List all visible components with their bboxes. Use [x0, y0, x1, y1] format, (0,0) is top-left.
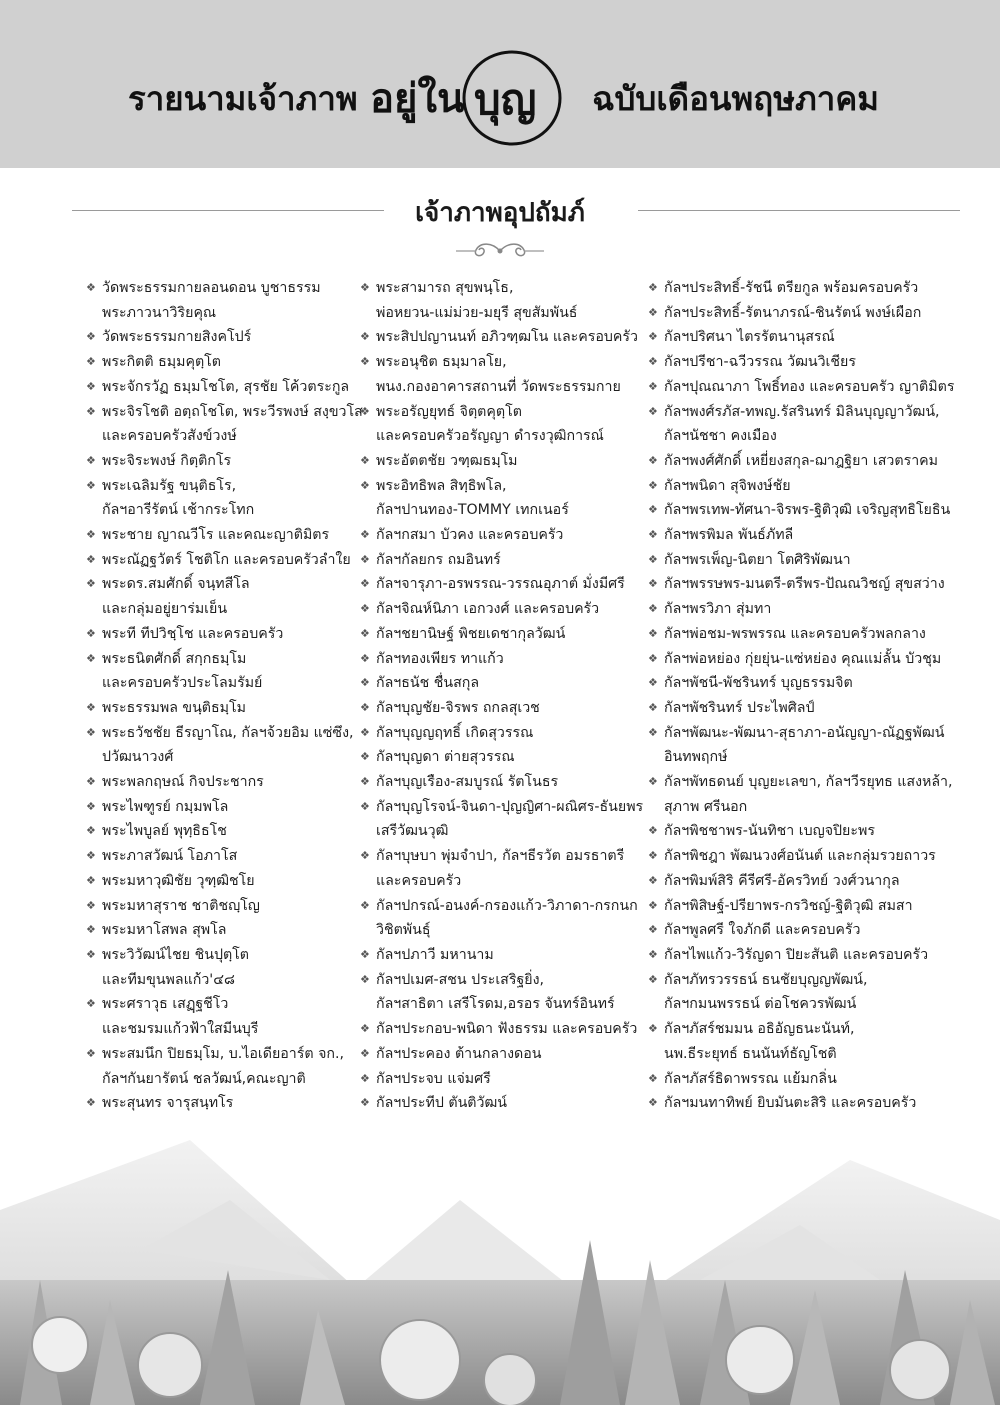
- bullet-diamond-icon: ❖: [86, 552, 96, 566]
- sponsor-name-line: เสรีวัฒนวุฒิ: [376, 823, 449, 840]
- bullet-diamond-icon: ❖: [648, 404, 658, 418]
- sponsor-name-line: กัลฯบุญดา ต่ายสุวรรณ: [376, 749, 515, 766]
- bullet-diamond-icon: ❖: [86, 379, 96, 393]
- bullet-diamond-icon: ❖: [648, 947, 658, 961]
- sponsor-entry: [360, 795, 643, 844]
- bullet-diamond-icon: ❖: [86, 281, 96, 294]
- sponsor-entry: [360, 745, 643, 770]
- bullet-diamond-icon: ❖: [648, 923, 658, 937]
- sponsor-entry: [648, 449, 954, 474]
- bullet-diamond-icon: ❖: [86, 577, 96, 591]
- bullet-diamond-icon: ❖: [86, 1046, 96, 1060]
- sponsor-entry: [86, 449, 363, 474]
- sponsor-name-line: กัลฯพรวิภา สุ่มทา: [664, 601, 772, 618]
- sponsor-entry: [86, 1042, 363, 1091]
- sponsor-entry: [648, 968, 954, 1017]
- sponsor-name-line: กัลฯพัชรินทร์ ประไพศิลป์: [664, 699, 815, 716]
- sponsor-entry: [86, 869, 363, 894]
- sponsor-name-line: กัลฯทองเพียร ทาแก้ว: [376, 650, 504, 667]
- sponsor-name-line: กัลฯพงศ์รภัส-ทพญ.รัสรินทร์ มิลินบุญญาวัฒน์,: [664, 403, 940, 420]
- sponsor-entry: [86, 474, 363, 523]
- sponsor-name-line: พระดร.สมศักดิ์ จนฺทสีโล: [102, 576, 250, 593]
- sponsor-entry: [648, 622, 954, 647]
- bullet-diamond-icon: ❖: [648, 626, 658, 640]
- bullet-diamond-icon: ❖: [86, 1096, 96, 1110]
- sponsor-name-line: กัลฯกสมา บัวคง และครอบครัว: [376, 527, 564, 544]
- sponsor-entry: [360, 1091, 643, 1116]
- sponsor-name-line: กัลฯพัชนี-พัชรินทร์ บุญธรรมจิต: [664, 675, 853, 692]
- bullet-diamond-icon: ❖: [360, 725, 370, 739]
- sponsor-name-line: กัลฯนัชชา คงเมือง: [664, 428, 777, 445]
- sponsor-entry: [86, 721, 363, 770]
- sponsor-name-line: พระจักรวัฏ ธมฺมโชโต, สุรชัย โค้วตระกูล: [102, 378, 350, 395]
- sponsor-entry: [86, 548, 363, 573]
- sponsor-entry: [648, 647, 954, 672]
- sponsor-entry: [648, 375, 954, 400]
- sponsor-name-line: พระชาย ญาณวีโร และคณะญาติมิตร: [102, 527, 330, 544]
- sponsor-entry: [360, 276, 643, 325]
- sponsor-entry: [648, 869, 954, 894]
- bullet-diamond-icon: ❖: [360, 281, 370, 294]
- sponsor-entry: [86, 992, 363, 1041]
- bullet-diamond-icon: ❖: [86, 824, 96, 838]
- sponsor-name-line: พระไพบูลย์ พุทฺธิธโช: [102, 823, 227, 840]
- sponsor-name-line: พระสามารถ สุขพนฺโธ,: [376, 280, 514, 296]
- bullet-diamond-icon: ❖: [360, 1022, 370, 1036]
- bullet-diamond-icon: ❖: [360, 775, 370, 789]
- bullet-diamond-icon: ❖: [360, 552, 370, 566]
- sponsor-name-line: กัลฯปรีชา-ฉวีวรรณ วัฒนวิเชียร: [664, 354, 856, 371]
- bullet-diamond-icon: ❖: [360, 947, 370, 961]
- sponsor-entry: [648, 671, 954, 696]
- sponsor-name-line: กัลฯจิณห์นิภา เอกวงศ์ และครอบครัว: [376, 601, 600, 618]
- sponsor-entry: [648, 844, 954, 869]
- sponsor-entry: [648, 1067, 954, 1092]
- bullet-diamond-icon: ❖: [86, 453, 96, 467]
- sponsor-name-line: กัลฯประทีป ตันติวัฒน์: [376, 1095, 507, 1112]
- bullet-diamond-icon: ❖: [360, 404, 370, 418]
- bullet-diamond-icon: ❖: [648, 379, 658, 393]
- sponsor-name-line: พระที ทีปวิชฺโช และครอบครัว: [102, 625, 284, 642]
- bullet-diamond-icon: ❖: [648, 453, 658, 467]
- sponsor-name-line: กัลฯประกอบ-พนิดา ฟังธรรม และครอบครัว: [376, 1021, 638, 1038]
- sponsor-entry: [648, 918, 954, 943]
- bullet-diamond-icon: ❖: [86, 355, 96, 369]
- bullet-diamond-icon: ❖: [86, 725, 96, 739]
- bullet-diamond-icon: ❖: [360, 577, 370, 591]
- bullet-diamond-icon: ❖: [648, 528, 658, 542]
- sponsor-name-line: พระธรรมพล ขนฺติธมฺโม: [102, 699, 246, 716]
- bullet-diamond-icon: ❖: [86, 898, 96, 912]
- bullet-diamond-icon: ❖: [360, 1096, 370, 1110]
- sponsor-name-line: กัลฯพงศ์ศักดิ์ เหยี่ยงสกุล-ฌาฎฐิยา เสวตราคม: [664, 452, 939, 469]
- sponsor-entry: [86, 350, 363, 375]
- ornament-flourish: [454, 238, 546, 264]
- bullet-diamond-icon: ❖: [86, 626, 96, 640]
- sponsor-entry: [360, 1017, 643, 1042]
- logo-text-part2: บุญ: [474, 75, 537, 124]
- sponsor-name-line: พระไพฑูรย์ กมฺมพโล: [102, 798, 229, 815]
- bullet-diamond-icon: ❖: [360, 1046, 370, 1060]
- sponsor-name-line: กัลฯกันยารัตน์ ชลวัฒน์,คณะญาติ: [102, 1070, 306, 1087]
- sponsor-entry: [360, 474, 643, 523]
- sponsor-entry: [360, 671, 643, 696]
- bullet-diamond-icon: ❖: [648, 305, 658, 319]
- sponsor-entry: [86, 375, 363, 400]
- sponsor-name-line: กัลฯปกรณ์-อนงค์-กรองแก้ว-วิภาดา-กรกนก: [376, 897, 638, 914]
- sponsor-name-line: และกลุ่มอยู่ยาร่มเย็น: [102, 601, 228, 618]
- bullet-diamond-icon: ❖: [648, 700, 658, 714]
- sponsor-name-line: และครอบครัวสังข์วงษ์: [102, 428, 237, 445]
- sponsor-entry: [648, 597, 954, 622]
- sponsor-name-line: กัลฯไพแก้ว-วิรัญดา ปิยะสันติ และครอบครัว: [664, 946, 929, 963]
- sponsor-name-line: กัลฯภัทรวรรธน์ ธนชัยบุญญพัฒน์,: [664, 971, 868, 988]
- sponsor-entry: [648, 548, 954, 573]
- sponsor-entry: [360, 350, 643, 399]
- sponsor-entry: [360, 968, 643, 1017]
- sponsor-name-line: กัลฯบุญเรือง-สมบูรณ์ รัตโนธร: [376, 774, 559, 791]
- bullet-diamond-icon: ❖: [648, 1096, 658, 1110]
- sponsor-name-line: พนง.กองอาคารสถานที่ วัดพระธรรมกาย: [376, 378, 621, 395]
- sponsor-name-line: กัลฯจารุภา-อรพรรณ-วรรณอุภาต์ มั่งมีศรี: [376, 576, 625, 593]
- sponsor-name-line: กัลฯพิสิษฐ์-ปรียาพร-กรวิชญ์-ฐิติวุฒิ สมสา: [664, 897, 913, 914]
- logo-text-part1: อยู่ใน: [370, 75, 465, 122]
- sponsor-name-line: พระอนุชิต ธมฺมาลโย,: [376, 354, 507, 371]
- sponsor-name-line: กัลฯประจบ แจ่มศรี: [376, 1070, 491, 1087]
- sponsor-entry: [360, 622, 643, 647]
- sponsor-entry: [648, 696, 954, 721]
- sponsor-entry: [648, 770, 954, 819]
- bullet-diamond-icon: ❖: [86, 775, 96, 789]
- sponsor-name-line: กัลฯพรพิมล พันธ์ภัทลี: [664, 527, 794, 544]
- sponsor-entry: [86, 918, 363, 943]
- bullet-diamond-icon: ❖: [648, 775, 658, 789]
- sponsor-name-line: พระเฉลิมรัฐ ขนฺติธโร,: [102, 477, 237, 494]
- sponsor-entry: [86, 400, 363, 449]
- sponsor-name-line: วัดพระธรรมกายลอนดอน บูชาธรรม: [102, 280, 321, 296]
- bullet-diamond-icon: ❖: [648, 503, 658, 517]
- sponsor-name-line: กัลฯอารีรัตน์ เช้ากระโทก: [102, 502, 255, 519]
- bullet-diamond-icon: ❖: [360, 453, 370, 467]
- bullet-diamond-icon: ❖: [360, 330, 370, 344]
- sponsor-name-line: กัลฯพิมพ์สิริ คีรีศรี-อัครวิทย์ วงศ์วนากุล: [664, 872, 900, 889]
- sponsor-entry: [86, 325, 363, 350]
- sponsor-entry: [648, 301, 954, 326]
- title-left: รายนามเจ้าภาพ: [128, 79, 358, 118]
- bullet-diamond-icon: ❖: [648, 281, 658, 294]
- bullet-diamond-icon: ❖: [648, 676, 658, 690]
- sponsor-name-line: กัลฯพัทธดนย์ บุญยะเลขา, กัลฯวีรยุทธ แสงหล้า,: [664, 774, 953, 791]
- sponsor-name-line: พ่อหยวน-แม่ม่วย-มยุรี สุขสัมพันธ์: [376, 304, 578, 321]
- sponsor-name-line: กัลฯพรเทพ-ทัศนา-จิรพร-ฐิติวุฒิ เจริญสุทธิโยธิน: [664, 502, 951, 519]
- sponsor-entry: [648, 498, 954, 523]
- bullet-diamond-icon: ❖: [648, 651, 658, 665]
- bullet-diamond-icon: ❖: [360, 478, 370, 492]
- sponsor-entry: [86, 844, 363, 869]
- sponsor-entry: [648, 276, 954, 301]
- sponsor-name-line: พระธวัชชัย ธีรญาโณ, กัลฯจ้วยอิม แซ่ซึง,: [102, 724, 354, 741]
- bullet-diamond-icon: ❖: [86, 478, 96, 492]
- sponsor-name-line: พระภาสวัฒน์ โอภาโส: [102, 848, 238, 865]
- bullet-diamond-icon: ❖: [648, 725, 658, 739]
- sponsor-entry: [86, 276, 363, 325]
- sponsor-entry: [86, 819, 363, 844]
- sponsor-entry: [86, 943, 363, 992]
- crystal-mountain-background: [0, 1130, 1000, 1405]
- bullet-diamond-icon: ❖: [648, 873, 658, 887]
- sponsor-name-line: กัลฯพิชฎา พัฒนวงศ์อนันต์ และกลุ่มรวยถาวร: [664, 848, 936, 865]
- sponsor-name-line: กัลฯภัสร์ธิดาพรรณ แย้มกลิ่น: [664, 1070, 837, 1087]
- sponsor-entry: [86, 1091, 363, 1116]
- bullet-diamond-icon: ❖: [360, 849, 370, 863]
- sponsor-entry: [360, 400, 643, 449]
- sponsor-entry: [648, 400, 954, 449]
- bullet-diamond-icon: ❖: [648, 330, 658, 344]
- sponsor-name-line: พระสิปปญานนท์ อภิวฑฺฒโน และครอบครัว: [376, 329, 639, 346]
- bullet-diamond-icon: ❖: [360, 355, 370, 369]
- sponsor-name-line: พระวิวัฒน์ไชย ชินปุตฺโต: [102, 946, 250, 963]
- sponsor-entry: [360, 696, 643, 721]
- sponsor-name-line: กัลฯพูลศรี ใจภักดี และครอบครัว: [664, 922, 861, 939]
- magazine-logo: [362, 46, 584, 150]
- sponsor-name-line: กัลฯพิชชาพร-นันทิชา เบญจปิยะพร: [664, 823, 875, 840]
- bullet-diamond-icon: ❖: [86, 528, 96, 542]
- sponsor-name-line: อินทพฤกษ์: [664, 749, 728, 766]
- sponsor-name-line: พระศราวุธ เสฏฺฐชีโว: [102, 996, 229, 1013]
- bullet-diamond-icon: ❖: [648, 602, 658, 616]
- bullet-diamond-icon: ❖: [360, 898, 370, 912]
- bullet-diamond-icon: ❖: [86, 923, 96, 937]
- sponsor-name-line: กัลฯปเมศ-สชน ประเสริฐยิ่ง,: [376, 971, 545, 988]
- sponsor-entry: [360, 1042, 643, 1067]
- bullet-diamond-icon: ❖: [360, 528, 370, 542]
- sponsor-entry: [648, 474, 954, 499]
- sponsor-name-line: กัลฯปานทอง-TOMMY เทกเนอร์: [376, 502, 569, 519]
- sponsor-name-line: กัลฯธนัช ชื่นสกุล: [376, 675, 480, 692]
- sponsor-name-line: วิชิตพันธุ์: [376, 922, 431, 939]
- bullet-diamond-icon: ❖: [648, 552, 658, 566]
- section-title: เจ้าภาพอุปถัมภ์: [415, 198, 585, 228]
- sponsor-entry: [360, 770, 643, 795]
- sponsor-name-line: พระอรัญยุทธ์ จิตฺตคุตฺโต: [376, 403, 522, 420]
- sponsor-entry: [360, 943, 643, 968]
- sponsor-name-line: กัลฯประสิทธิ์-รัตนาภรณ์-ชินรัตน์ พงษ์เผือก: [664, 304, 922, 321]
- sponsor-name-line: นพ.ธีระยุทธ์ ธนนันท์ธัญโชติ: [664, 1045, 837, 1062]
- sponsor-name-line: พระจิระพงษ์ กิตฺติกโร: [102, 452, 232, 469]
- sponsor-column-1: [86, 276, 363, 1116]
- sponsor-entry: [86, 696, 363, 721]
- sponsor-entry: [648, 819, 954, 844]
- sponsor-name-line: พระณัฏฐวัตร์ โชติโก และครอบครัวลำใย: [102, 551, 351, 568]
- sponsor-entry: [86, 770, 363, 795]
- sponsor-name-line: กัลฯสาธิตา เสรีโรดม,อรอร จันทร์อินทร์: [376, 996, 615, 1013]
- sponsor-name-line: กัลฯพรรษพร-มนตรี-ตรีพร-ปัณณวิชญ์ สุขสว่าง: [664, 576, 945, 593]
- bullet-diamond-icon: ❖: [648, 824, 658, 838]
- sponsor-name-line: พระสมนึก ปิยธมฺโม, บ.ไอเดียอาร์ต จก.,: [102, 1045, 345, 1062]
- sponsor-name-line: กัลฯพรเพ็ญ-นิตยา โตศิริพัฒนา: [664, 551, 851, 568]
- sponsor-entry: [360, 572, 643, 597]
- sponsor-name-line: พระธนิตศักดิ์ สกฺกธมฺโม: [102, 650, 247, 667]
- sponsor-entry: [86, 622, 363, 647]
- sponsor-entry: [648, 325, 954, 350]
- bullet-diamond-icon: ❖: [86, 651, 96, 665]
- sponsor-column-3: [648, 276, 954, 1116]
- bullet-diamond-icon: ❖: [86, 947, 96, 961]
- bullet-diamond-icon: ❖: [360, 626, 370, 640]
- bullet-diamond-icon: ❖: [86, 873, 96, 887]
- sponsor-name-line: และชมรมแก้วฟ้าใสมีนบุรี: [102, 1021, 259, 1038]
- sponsor-name-line: พระภาวนาวิริยคุณ: [102, 304, 217, 321]
- sponsor-entry: [648, 721, 954, 770]
- bullet-diamond-icon: ❖: [648, 355, 658, 369]
- divider-right: [638, 210, 960, 211]
- sponsor-name-line: กัลฯพ่อชม-พรพรรณ และครอบครัวพลกลาง: [664, 625, 926, 642]
- sponsor-entry: [86, 523, 363, 548]
- bullet-diamond-icon: ❖: [648, 972, 658, 986]
- sponsor-name-line: กัลฯบุญชัย-จิรพร ถกลสุเวช: [376, 699, 540, 716]
- sponsor-name-line: และทีมขุนพลแก้ว'๔๘: [102, 971, 235, 988]
- bullet-diamond-icon: ❖: [360, 799, 370, 813]
- sponsor-name-line: กัลฯกมนพรรธน์ ต่อโชควรพัฒน์: [664, 996, 857, 1013]
- sponsor-name-line: กัลฯประคอง ต้านกลางดอน: [376, 1045, 542, 1062]
- sponsor-name-line: กัลฯปุณณาภา โพธิ์ทอง และครอบครัว ญาติมิตร: [664, 378, 955, 395]
- sponsor-name-line: กัลฯพ่อหย่อง กุ่ยยุ่น-แซ่หย่อง คุณแม่ลั้น บัวชุม: [664, 650, 942, 667]
- bullet-diamond-icon: ❖: [86, 404, 96, 418]
- sponsor-entry: [360, 523, 643, 548]
- title-right: ฉบับเดือนพฤษภาคม: [592, 79, 880, 118]
- bullet-diamond-icon: ❖: [86, 997, 96, 1011]
- sponsor-name-line: และครอบครัวประโลมรัมย์: [102, 675, 263, 692]
- sponsor-name-line: กัลฯมนทาทิพย์ ยิบมันตะสิริ และครอบครัว: [664, 1095, 917, 1112]
- bullet-diamond-icon: ❖: [360, 972, 370, 986]
- sponsor-entry: [648, 1017, 954, 1066]
- bullet-diamond-icon: ❖: [86, 849, 96, 863]
- sponsor-entry: [648, 894, 954, 919]
- sponsor-name-line: กัลฯบุญโรจน์-จินดา-ปุญญิศา-ผณิศร-ธันยพร: [376, 798, 644, 815]
- sponsor-entry: [360, 1067, 643, 1092]
- sponsor-name-line: พระมหาวุฒิชัย วุฑฺฒิชโย: [102, 872, 255, 889]
- sponsor-entry: [360, 844, 643, 893]
- sponsor-name-line: กัลฯปริศนา ไตรรัตนานุสรณ์: [664, 329, 835, 346]
- sponsor-entry: [86, 894, 363, 919]
- bullet-diamond-icon: ❖: [86, 700, 96, 714]
- sponsor-entry: [86, 647, 363, 696]
- sponsor-name-line: กัลฯกัลยกร ถมอินทร์: [376, 551, 501, 568]
- sponsor-entry: [648, 572, 954, 597]
- bullet-diamond-icon: ❖: [360, 676, 370, 690]
- sponsor-entry: [648, 523, 954, 548]
- sponsor-column-2: [360, 276, 643, 1116]
- sponsor-name-line: พระอิทธิพล สิทฺธิพโล,: [376, 477, 507, 494]
- sponsor-entry: [360, 894, 643, 943]
- bullet-diamond-icon: ❖: [86, 330, 96, 344]
- sponsor-name-line: กัลฯพัฒนะ-พัฒนา-สุธาภา-อนัญญา-ณัฏฐพัฒน์: [664, 724, 945, 741]
- bullet-diamond-icon: ❖: [360, 750, 370, 764]
- bullet-diamond-icon: ❖: [360, 1071, 370, 1085]
- sponsor-entry: [86, 572, 363, 621]
- sponsor-entry: [360, 548, 643, 573]
- bullet-diamond-icon: ❖: [86, 799, 96, 813]
- sponsor-entry: [86, 795, 363, 820]
- sponsor-name-line: วัดพระธรรมกายสิงคโปร์: [102, 329, 252, 346]
- sponsor-name-line: กัลฯบุษบา พุ่มจำปา, กัลฯธีรวัต อมรธาตรี: [376, 848, 625, 865]
- sponsor-name-line: พระพลกฤษณ์ กิจประชากร: [102, 774, 264, 791]
- bullet-diamond-icon: ❖: [648, 898, 658, 912]
- sponsor-name-line: กัลฯปภาวี มหานาม: [376, 946, 494, 963]
- sponsor-entry: [648, 943, 954, 968]
- sponsor-name-line: กัลฯชยานิษฐ์ พิชยเดชากุลวัฒน์: [376, 625, 566, 642]
- sponsor-entry: [360, 325, 643, 350]
- bullet-diamond-icon: ❖: [360, 651, 370, 665]
- bullet-diamond-icon: ❖: [648, 577, 658, 591]
- sponsor-name-line: พระมหาสุราช ชาติชญฺโญ: [102, 897, 260, 914]
- sponsor-name-line: และครอบครัวอรัญญา ดำรงวุฒิการณ์: [376, 428, 604, 445]
- sponsor-name-line: และครอบครัว: [376, 872, 462, 889]
- sponsor-name-line: กัลฯประสิทธิ์-รัชนี ตรียกูล พร้อมครอบครัว: [664, 280, 919, 296]
- sponsor-entry: [648, 350, 954, 375]
- sponsor-name-line: พระสุนทร จารุสนฺทโร: [102, 1095, 234, 1112]
- header-band: [0, 0, 1000, 168]
- sponsor-name-line: สุภาพ ศรีนอก: [664, 798, 748, 815]
- sponsor-entry: [648, 1091, 954, 1116]
- sponsor-name-line: กัลฯบุญญฤทธิ์ เกิดสุวรรณ: [376, 724, 534, 741]
- bullet-diamond-icon: ❖: [360, 602, 370, 616]
- sponsor-name-line: พระกิตติ ธมฺมคุตฺโต: [102, 354, 222, 371]
- sponsor-entry: [360, 647, 643, 672]
- sponsor-name-line: พระอัตตชัย วฑฺฒธมฺโม: [376, 452, 518, 469]
- sponsor-name-line: พระจิรโชติ อตฺถโชโต, พระวีรพงษ์ สงฺขวโส: [102, 403, 363, 420]
- bullet-diamond-icon: ❖: [360, 700, 370, 714]
- bullet-diamond-icon: ❖: [648, 1022, 658, 1036]
- sponsor-name-line: พระมหาโสพล สุพโล: [102, 922, 227, 939]
- sponsor-name-line: กัลฯภัสร์ชมมน อธิอัญธนะนันท์,: [664, 1021, 855, 1038]
- bullet-diamond-icon: ❖: [648, 478, 658, 492]
- sponsor-entry: [360, 597, 643, 622]
- sponsor-name-line: กัลฯพนิดา สุจิพงษ์ชัย: [664, 477, 791, 494]
- bullet-diamond-icon: ❖: [648, 1071, 658, 1085]
- sponsor-entry: [360, 721, 643, 746]
- bullet-diamond-icon: ❖: [648, 849, 658, 863]
- sponsor-entry: [360, 449, 643, 474]
- sponsor-name-line: ปวัฒนาวงศ์: [102, 749, 174, 766]
